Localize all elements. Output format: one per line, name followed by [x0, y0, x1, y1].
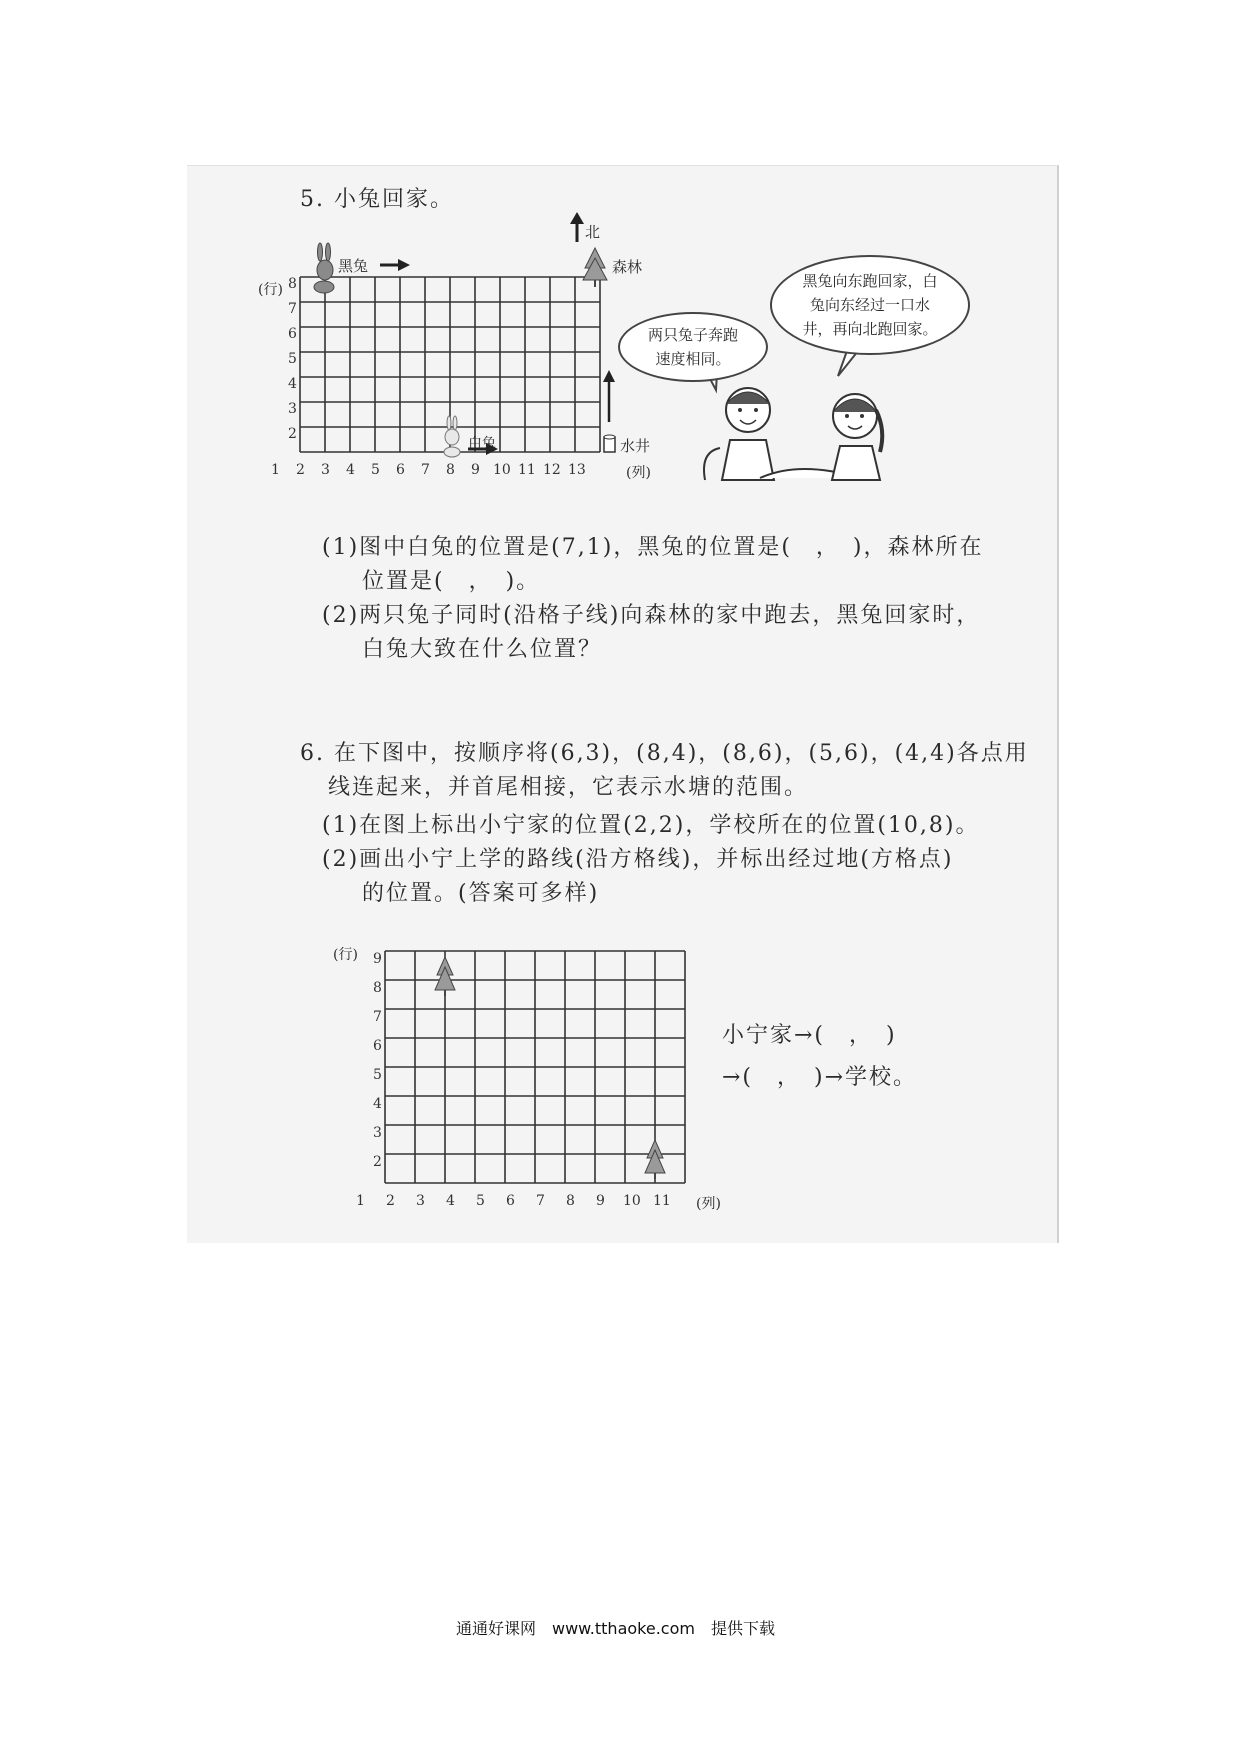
q6-row-axis-label: (行)	[333, 947, 358, 963]
row-tick-label: 2	[288, 426, 297, 442]
col-tick-label: 12	[543, 462, 561, 478]
row-tick-label: 8	[288, 276, 297, 292]
row-tick-label: 9	[373, 951, 382, 967]
q6-line1: 6. 在下图中，按顺序将(6,3)，(8,4)，(8,6)，(5,6)，(4,4)各点用	[300, 741, 1029, 766]
col-tick-label: 6	[396, 462, 405, 478]
col-tick-label: 8	[566, 1193, 575, 1209]
col-tick-label: 2	[296, 462, 305, 478]
q5-title: 5. 小兔回家。	[300, 187, 454, 212]
col-tick-label: 6	[506, 1193, 515, 1209]
route-line1: 小宁家→( ， )	[722, 1023, 897, 1048]
north-label: 北	[585, 223, 601, 241]
row-tick-label: 7	[288, 301, 297, 317]
col-tick-label: 1	[271, 462, 280, 478]
route-line2: →( ， )→学校。	[722, 1065, 918, 1090]
col-tick-label: 9	[596, 1193, 605, 1209]
q6-col-axis-label: (列)	[696, 1196, 721, 1212]
girl-bubble-line: 兔向东经过一口水	[809, 296, 930, 314]
q6-sub1: (1)在图上标出小宁家的位置(2,2)，学校所在的位置(10,8)。	[322, 813, 980, 838]
black-rabbit-label: 黑兔	[338, 257, 369, 275]
q5-sub1-line2: 位置是( ， )。	[362, 569, 541, 594]
col-tick-label: 4	[446, 1193, 455, 1209]
col-tick-label: 13	[568, 462, 586, 478]
col-tick-label: 7	[536, 1193, 545, 1209]
q5-sub1-line1: (1)图中白兔的位置是(7,1)，黑兔的位置是( ， )，森林所在	[322, 535, 984, 560]
q6-sub2-line2: 的位置。(答案可多样)	[362, 881, 600, 906]
girl-bubble-line: 井，再向北跑回家。	[802, 320, 938, 338]
row-tick-label: 2	[373, 1154, 382, 1170]
row-tick-label: 6	[373, 1038, 382, 1054]
boy-bubble-line: 两只兔子奔跑	[647, 326, 738, 344]
q5-col-axis-label: (列)	[626, 465, 651, 481]
row-tick-label: 3	[373, 1125, 382, 1141]
row-tick-label: 5	[288, 351, 297, 367]
q5-sub2-line1: (2)两只兔子同时(沿格子线)向森林的家中跑去，黑兔回家时，	[322, 603, 981, 628]
row-tick-label: 4	[373, 1096, 382, 1112]
row-tick-label: 8	[373, 980, 382, 996]
col-tick-label: 9	[471, 462, 480, 478]
well-label: 水井	[620, 437, 651, 455]
q5-row-axis-label: (行)	[258, 282, 283, 298]
col-tick-label: 10	[493, 462, 511, 478]
col-tick-label: 3	[321, 462, 330, 478]
col-tick-label: 2	[386, 1193, 395, 1209]
forest-label: 森林	[612, 258, 643, 276]
row-tick-label: 3	[288, 401, 297, 417]
row-tick-label: 6	[288, 326, 297, 342]
tree-icon	[645, 1140, 665, 1179]
row-tick-label: 4	[288, 376, 297, 392]
row-tick-label: 5	[373, 1067, 382, 1083]
col-tick-label: 3	[416, 1193, 425, 1209]
col-tick-label: 5	[371, 462, 380, 478]
col-tick-label: 11	[518, 462, 536, 478]
girl-bubble-line: 黑兔向东跑回家，白	[802, 272, 938, 290]
page-footer: 通通好课网 www.tthaoke.com 提供下载	[456, 1619, 775, 1638]
col-tick-label: 4	[346, 462, 355, 478]
tree-icon	[435, 957, 455, 996]
q5-sub2-line2: 白兔大致在什么位置？	[362, 637, 603, 662]
col-tick-label: 10	[623, 1193, 641, 1209]
row-tick-label: 7	[373, 1009, 382, 1025]
col-tick-label: 1	[356, 1193, 365, 1209]
col-tick-label: 5	[476, 1193, 485, 1209]
boy-bubble-line: 速度相同。	[655, 350, 731, 368]
col-tick-label: 11	[653, 1193, 671, 1209]
col-tick-label: 8	[446, 462, 455, 478]
q6-line2: 线连起来，并首尾相接，它表示水塘的范围。	[328, 775, 809, 800]
col-tick-label: 7	[421, 462, 430, 478]
q6-sub2-line1: (2)画出小宁上学的路线(沿方格线)，并标出经过地(方格点)	[322, 847, 954, 872]
white-rabbit-label: 白兔	[468, 436, 496, 452]
